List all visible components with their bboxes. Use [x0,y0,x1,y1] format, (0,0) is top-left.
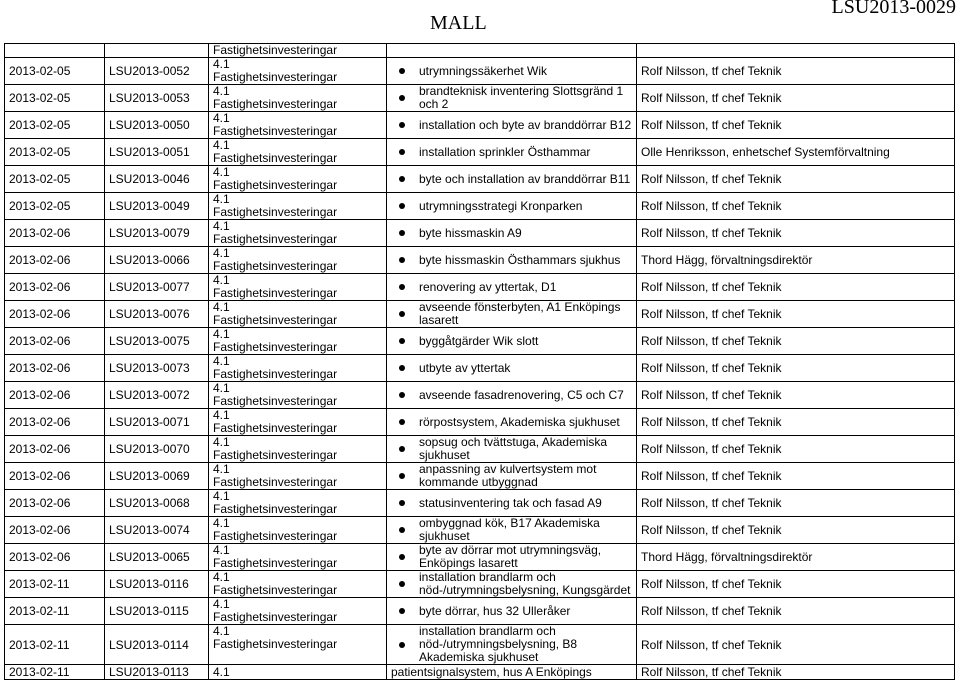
responsible-cell: Rolf Nilsson, tf chef Teknik [637,301,955,328]
responsible-cell: Rolf Nilsson, tf chef Teknik [637,409,955,436]
id-cell: LSU2013-0051 [105,139,209,166]
subject-text: utbyte av yttertak [419,360,511,375]
id-cell: LSU2013-0066 [105,247,209,274]
id-cell: LSU2013-0075 [105,328,209,355]
category-cell [209,463,387,490]
bullet-icon [399,473,405,479]
category-label: Fastighetsinvesteringar [213,448,338,462]
responsible-cell: Thord Hägg, förvaltningsdirektör [637,544,955,571]
date-cell: 2013-02-06 [5,301,105,328]
category-cell: Fastighetsinvesteringar [209,44,387,58]
date-cell: 2013-02-06 [5,436,105,463]
date-cell: 2013-02-06 [5,382,105,409]
responsible-cell: Rolf Nilsson, tf chef Teknik [637,328,955,355]
subject-cell [387,274,637,301]
date-cell: 2013-02-11 [5,598,105,625]
subject-text: brandteknisk inventering Slottsgränd 1 och 2 [419,84,624,111]
table-row [5,382,955,409]
subject-text: installation brandlarm och nöd-/utrymningsbelysning, Kungsgärdet [419,570,631,597]
table-row [5,166,955,193]
subject-text: anpassning av kulvertsystem mot kommande utbyggnad [419,462,597,489]
table-row [5,625,955,665]
table-row [5,85,955,112]
category-cell [209,517,387,544]
table-row-last [5,665,955,680]
category-cell [209,409,387,436]
id-cell: LSU2013-0116 [105,571,209,598]
subject-cell: patientsignalsystem, hus A Enköpings [387,665,637,680]
subject-text: byte och installation av branddörrar B11 [419,171,631,186]
category-code: 4.1 [213,84,230,98]
bullet-icon [399,230,405,236]
category-label: Fastighetsinvesteringar [213,421,338,435]
responsible-cell: Rolf Nilsson, tf chef Teknik [637,58,955,85]
category-code: 4.1 [213,516,230,530]
subject-text: installation brandlarm och nöd-/utrymningsbelysning, B8 Akademiska sjukhuset [419,624,578,664]
category-cell [209,328,387,355]
category-code: 4.1 [213,273,230,287]
category-cell: 4.1 [209,665,387,680]
category-code: 4.1 [213,489,230,503]
category-cell [209,598,387,625]
subject-text: avseende fönsterbyten, A1 Enköpings lasarett [419,300,621,327]
responsible-cell: Rolf Nilsson, tf chef Teknik [637,193,955,220]
bullet-icon [399,95,405,101]
id-cell: LSU2013-0113 [105,665,209,680]
responsible-cell: Rolf Nilsson, tf chef Teknik [637,382,955,409]
subject-cell [387,85,637,112]
category-cell [209,490,387,517]
category-label: Fastighetsinvesteringar [213,286,338,300]
table-row [5,58,955,85]
subject-cell [387,382,637,409]
table-row [5,328,955,355]
table-row [5,112,955,139]
category-cell [209,193,387,220]
subject-text: utrymningsstrategi Kronparken [419,198,583,213]
category-label: Fastighetsinvesteringar [213,205,338,219]
date-cell: 2013-02-05 [5,58,105,85]
responsible-cell: Rolf Nilsson, tf chef Teknik [637,571,955,598]
subject-cell [387,544,637,571]
id-cell: LSU2013-0068 [105,490,209,517]
category-label: Fastighetsinvesteringar [213,70,338,84]
id-cell: LSU2013-0050 [105,112,209,139]
category-cell [209,355,387,382]
category-cell [209,436,387,463]
category-code: 4.1 [213,543,230,557]
bullet-icon [399,311,405,317]
bullet-icon [399,122,405,128]
id-cell: LSU2013-0076 [105,301,209,328]
category-label: Fastighetsinvesteringar [213,394,338,408]
subject-text: renovering av yttertak, D1 [419,279,557,294]
date-cell: 2013-02-06 [5,544,105,571]
category-code: 4.1 [213,597,230,611]
date-cell: 2013-02-05 [5,139,105,166]
subject-text: statusinventering tak och fasad A9 [419,495,602,510]
category-label: Fastighetsinvesteringar [213,556,338,570]
responsible-cell: Rolf Nilsson, tf chef Teknik [637,436,955,463]
subject-text: byte hissmaskin Östhammars sjukhus [419,252,621,267]
category-label: Fastighetsinvesteringar [213,124,338,138]
subject-cell [387,490,637,517]
responsible-cell: Rolf Nilsson, tf chef Teknik [637,517,955,544]
date-cell: 2013-02-05 [5,112,105,139]
subject-cell [387,517,637,544]
subject-text: byggåtgärder Wik slott [419,333,539,348]
table-row [5,247,955,274]
subject-cell [387,301,637,328]
table-row [5,301,955,328]
category-label: Fastighetsinvesteringar [213,97,338,111]
category-code: 4.1 [213,327,230,341]
category-cell [209,166,387,193]
subject-cell [387,436,637,463]
subject-cell [387,112,637,139]
document-title: MALL [430,12,487,34]
category-label: Fastighetsinvesteringar [213,502,338,516]
bullet-icon [399,554,405,560]
responsible-cell: Rolf Nilsson, tf chef Teknik [637,665,955,680]
bullet-icon [399,149,405,155]
category-code: 4.1 [213,300,230,314]
category-label: Fastighetsinvesteringar [213,475,338,489]
category-code: 4.1 [213,624,230,638]
id-cell: LSU2013-0071 [105,409,209,436]
date-cell: 2013-02-06 [5,517,105,544]
bullet-icon [399,642,405,648]
date-cell: 2013-02-11 [5,571,105,598]
category-code: 4.1 [213,192,230,206]
category-cell [209,139,387,166]
id-cell: LSU2013-0072 [105,382,209,409]
responsible-cell: Rolf Nilsson, tf chef Teknik [637,598,955,625]
id-cell: LSU2013-0052 [105,58,209,85]
date-cell: 2013-02-05 [5,166,105,193]
category-cell [209,544,387,571]
category-label: Fastighetsinvesteringar [213,232,338,246]
responsible-cell: Rolf Nilsson, tf chef Teknik [637,166,955,193]
subject-text: ombyggnad kök, B17 Akademiska sjukhuset [419,516,600,543]
subject-text: byte av dörrar mot utrymningsväg, Enköpings lasarett [419,543,602,570]
category-label: Fastighetsinvesteringar [213,313,338,327]
category-label: Fastighetsinvesteringar [213,340,338,354]
id-cell: LSU2013-0079 [105,220,209,247]
responsible-cell: Thord Hägg, förvaltningsdirektör [637,247,955,274]
category-code: 4.1 [213,354,230,368]
category-label: Fastighetsinvesteringar [213,178,338,192]
bullet-icon [399,392,405,398]
category-cell [209,85,387,112]
category-cell [209,58,387,85]
category-code: 4.1 [213,381,230,395]
subject-cell [387,355,637,382]
subject-cell [387,166,637,193]
table-row [5,544,955,571]
subject-text: rörpostsystem, Akademiska sjukhuset [419,414,620,429]
category-label: Fastighetsinvesteringar [213,151,338,165]
id-cell: LSU2013-0046 [105,166,209,193]
responsible-cell: Rolf Nilsson, tf chef Teknik [637,463,955,490]
id-cell: LSU2013-0053 [105,85,209,112]
subject-text: installation sprinkler Östhammar [419,144,591,159]
bullet-icon [399,68,405,74]
bullet-icon [399,338,405,344]
table-row-header [5,44,955,58]
subject-cell [387,625,637,665]
id-cell: LSU2013-0070 [105,436,209,463]
bullet-icon [399,365,405,371]
category-code: 4.1 [213,435,230,449]
responsible-cell: Rolf Nilsson, tf chef Teknik [637,625,955,665]
subject-text: installation och byte av branddörrar B12 [419,117,632,132]
responsible-cell: Olle Henriksson, enhetschef Systemförvaltning [637,139,955,166]
table-row [5,436,955,463]
subject-cell [387,571,637,598]
date-cell: 2013-02-06 [5,328,105,355]
id-cell: LSU2013-0049 [105,193,209,220]
date-cell: 2013-02-05 [5,193,105,220]
register-table [4,43,955,680]
category-label: Fastighetsinvesteringar [213,637,338,651]
table-row [5,355,955,382]
table-row [5,571,955,598]
category-code: 4.1 [213,246,230,260]
category-cell [209,274,387,301]
category-code: 4.1 [213,219,230,233]
table-row [5,463,955,490]
bullet-icon [399,446,405,452]
bullet-icon [399,257,405,263]
responsible-cell: Rolf Nilsson, tf chef Teknik [637,490,955,517]
bullet-icon [399,203,405,209]
document-id: LSU2013-0029 [831,0,956,18]
id-cell: LSU2013-0073 [105,355,209,382]
id-cell: LSU2013-0077 [105,274,209,301]
subject-text: sopsug och tvättstuga, Akademiska sjukhuset [419,435,608,462]
category-cell [209,625,387,665]
category-label: Fastighetsinvesteringar [213,529,338,543]
subject-cell [387,463,637,490]
bullet-icon [399,176,405,182]
date-cell: 2013-02-06 [5,355,105,382]
table-row [5,274,955,301]
date-cell: 2013-02-06 [5,409,105,436]
category-cell [209,382,387,409]
category-cell [209,301,387,328]
bullet-icon [399,608,405,614]
category-label: Fastighetsinvesteringar [213,259,338,273]
id-cell: LSU2013-0069 [105,463,209,490]
responsible-cell: Rolf Nilsson, tf chef Teknik [637,220,955,247]
category-code: 4.1 [213,57,230,71]
date-cell: 2013-02-05 [5,85,105,112]
category-code: 4.1 [213,111,230,125]
subject-text: byte hissmaskin A9 [419,225,522,240]
subject-cell [387,247,637,274]
table-row [5,490,955,517]
category-code: 4.1 [213,408,230,422]
table-row [5,517,955,544]
category-cell [209,571,387,598]
category-cell [209,112,387,139]
category-code: 4.1 [213,165,230,179]
category-label: Fastighetsinvesteringar [213,583,338,597]
id-cell: LSU2013-0114 [105,625,209,665]
subject-cell [387,139,637,166]
date-cell: 2013-02-06 [5,220,105,247]
table-row [5,220,955,247]
category-code: 4.1 [213,138,230,152]
bullet-icon [399,527,405,533]
responsible-cell: Rolf Nilsson, tf chef Teknik [637,274,955,301]
responsible-cell: Rolf Nilsson, tf chef Teknik [637,355,955,382]
table-row [5,598,955,625]
subject-cell [387,409,637,436]
subject-text: byte dörrar, hus 32 Ulleråker [419,603,571,618]
id-cell: LSU2013-0065 [105,544,209,571]
table-row [5,409,955,436]
bullet-icon [399,419,405,425]
table-row [5,139,955,166]
category-label: Fastighetsinvesteringar [213,610,338,624]
date-cell: 2013-02-06 [5,463,105,490]
category-cell [209,220,387,247]
date-cell: 2013-02-11 [5,625,105,665]
subject-cell [387,193,637,220]
subject-cell [387,598,637,625]
category-label: Fastighetsinvesteringar [213,367,338,381]
table-row [5,193,955,220]
subject-cell [387,328,637,355]
date-cell: 2013-02-06 [5,247,105,274]
responsible-cell: Rolf Nilsson, tf chef Teknik [637,112,955,139]
subject-cell [387,220,637,247]
category-code: 4.1 [213,570,230,584]
subject-cell [387,58,637,85]
category-code: 4.1 [213,462,230,476]
date-cell: 2013-02-06 [5,274,105,301]
bullet-icon [399,500,405,506]
category-cell [209,247,387,274]
id-cell: LSU2013-0115 [105,598,209,625]
date-cell: 2013-02-06 [5,490,105,517]
responsible-cell: Rolf Nilsson, tf chef Teknik [637,85,955,112]
bullet-icon [399,284,405,290]
date-cell: 2013-02-11 [5,665,105,680]
id-cell: LSU2013-0074 [105,517,209,544]
bullet-icon [399,581,405,587]
subject-text: avseende fasadrenovering, C5 och C7 [419,387,624,402]
subject-text: utrymningssäkerhet Wik [419,63,548,78]
